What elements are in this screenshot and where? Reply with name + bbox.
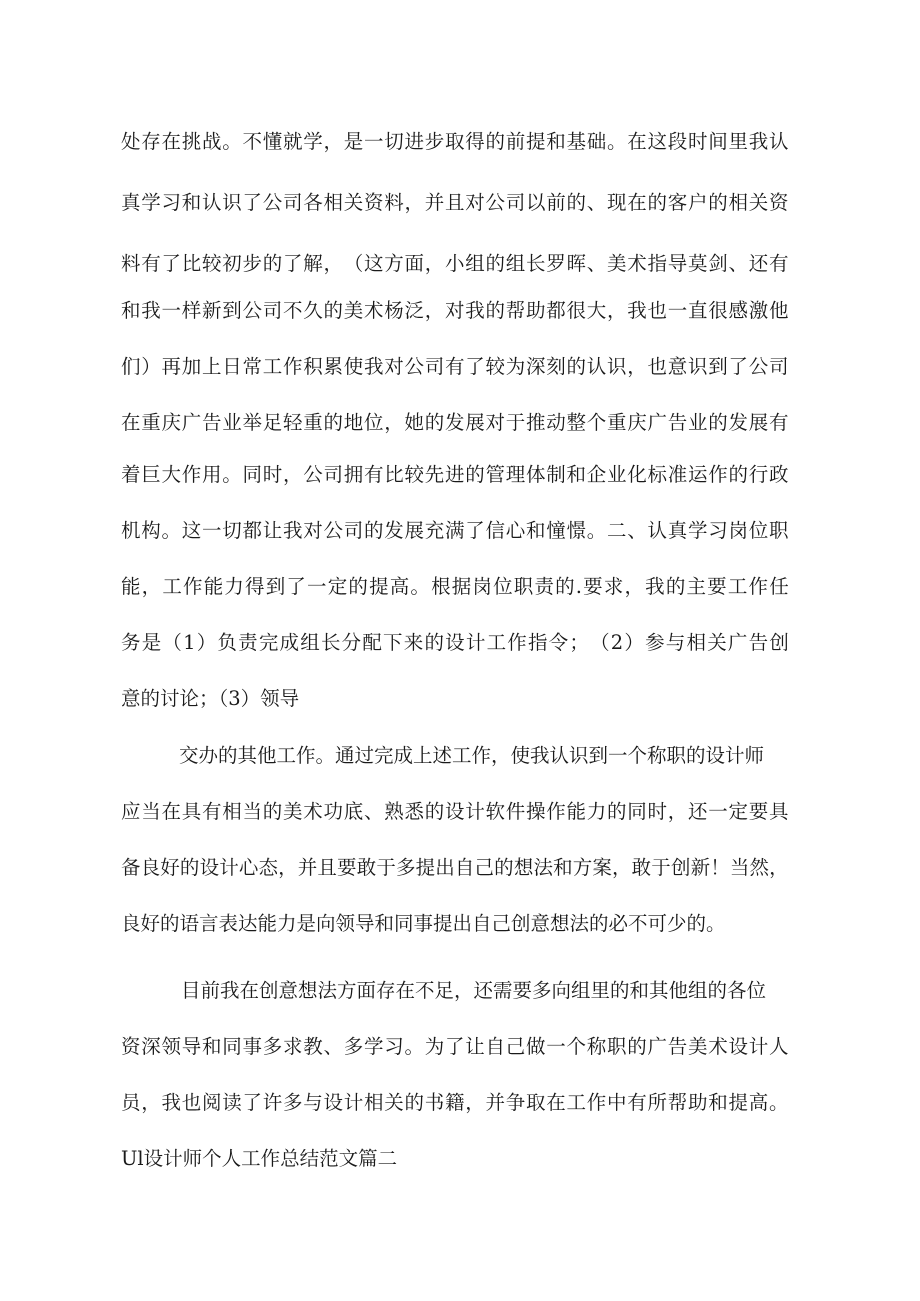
paragraph-3-line-2: 资 深 领 导 和 同 事 多 求 教 、 多 学 习 。 为 了 让 自 己 做 一 个 称 职 的 广 告 美 术 设 计 人 — [121, 1035, 789, 1058]
paragraph-2-line-1: 交办的其他工作。通过完成上述工作，使我认识到一个称职的设计师 — [179, 744, 765, 767]
paragraph-1-line-7: 着 巨 大 作 用 。 同 时 ， 公 司 拥 有 比 较 先 进 的 管 理 体 制 和 企 业 化 标 准 运 作 的 行 政 — [121, 463, 789, 486]
paragraph-3-line-3: 员 ， 我 也 阅 读 了 许 多 与 设 计 相 关 的 书 籍 ， 并 争 取 在 工 作 中 有 所 帮 助 和 提 高 。 — [121, 1091, 789, 1114]
paragraph-1-line-4: 和 我 一 样 新 到 公 司 不 久 的 美 术 杨 泛 ， 对 我 的 帮 助 都 很 大 ， 我 也 一 直 很 感 激 他 — [121, 299, 789, 322]
paragraph-1-line-9: 能 ， 工 作 能 力 得 到 了 一 定 的 提 高 。 根 据 岗 位 职 责 的 . 要 求 ， 我 的 主 要 工 作 任 — [121, 575, 789, 598]
paragraph-1-line-11: 意的讨论；（3）领导 — [121, 687, 300, 710]
paragraph-1-line-3: 料 有 了 比 较 初 步 的 了 解 ， （ 这 方 面 ， 小 组 的 组 长 罗 晖 、 美 术 指 导 莫 剑 、 还 有 — [121, 252, 789, 275]
paragraph-3-line-1: 目前我在创意想法方面存在不足，还需要多向组里的和其他组的各位 — [181, 979, 767, 1002]
paragraph-1-line-10: 务 是 （ 1 ） 负 责 完 成 组 长 分 配 下 来 的 设 计 工 作 指 令 ； （ 2 ） 参 与 相 关 广 告 创 — [121, 631, 789, 654]
section-heading: Ul设计师个人工作总结范文篇二 — [121, 1147, 398, 1170]
paragraph-1-line-5: 们 ） 再 加 上 日 常 工 作 积 累 使 我 对 公 司 有 了 较 为 深 刻 的 认 识 ， 也 意 识 到 了 公 司 — [121, 355, 789, 378]
paragraph-2-line-3: 备 良 好 的 设 计 心 态 ， 并 且 要 敢 于 多 提 出 自 己 的 想 法 和 方 案 ， 敢 于 创 新 ！ 当 然 ， — [121, 856, 789, 879]
paragraph-1-line-1: 处 存 在 挑 战 。 不 懂 就 学 ， 是 一 切 进 步 取 得 的 前 提 和 基 础 。 在 这 段 时 间 里 我 认 — [121, 130, 789, 153]
paragraph-1-line-8: 机 构 。 这 一 切 都 让 我 对 公 司 的 发 展 充 满 了 信 心 和 憧 憬 。 二 、 认 真 学 习 岗 位 职 — [121, 519, 789, 542]
paragraph-1-line-6: 在 重 庆 广 告 业 举 足 轻 重 的 地 位 ， 她 的 发 展 对 于 推 动 整 个 重 庆 广 告 业 的 发 展 有 — [121, 411, 789, 434]
paragraph-2-line-4: 良好的语言表达能力是向领导和同事提出自己创意想法的必不可少的。 — [121, 912, 726, 935]
paragraph-1-line-2: 真 学 习 和 认 识 了 公 司 各 相 关 资 料 ， 并 且 对 公 司 以 前 的 、 现 在 的 客 户 的 相 关 资 — [121, 191, 789, 214]
paragraph-2-line-2: 应 当 在 具 有 相 当 的 美 术 功 底 、 熟 悉 的 设 计 软 件 操 作 能 力 的 同 时 ， 还 一 定 要 具 — [121, 800, 789, 823]
